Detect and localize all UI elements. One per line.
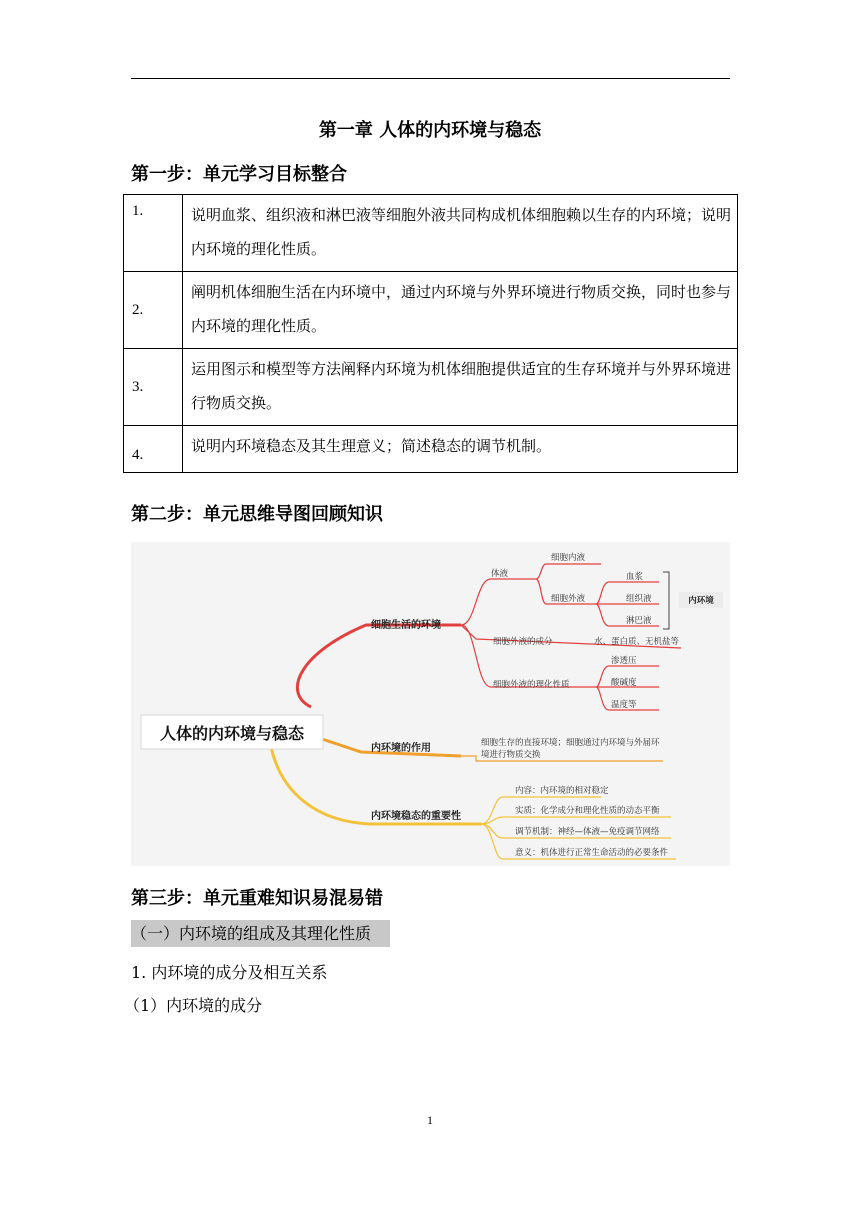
step1-heading: 第一步：单元学习目标整合 <box>131 164 347 185</box>
xibaowaiye-label: 细胞外液 <box>551 594 586 604</box>
xuejiang-label: 血浆 <box>626 572 644 582</box>
xibaoneiye-label: 细胞内液 <box>551 553 586 563</box>
importance-item: 意义：机体进行正常生命活动的必要条件 <box>515 848 669 858</box>
branch-line-environment <box>297 625 461 707</box>
neihuanjing-label: 内环境 <box>688 596 714 606</box>
function-desc-line2: 境进行物质交换 <box>481 750 541 760</box>
importance-item: 内容：内环境的相对稳定 <box>515 786 609 796</box>
branch-importance-label: 内环境稳态的重要性 <box>371 811 461 822</box>
wendu-label: 温度等 <box>611 700 637 710</box>
goals-table <box>123 194 738 473</box>
importance-item: 调节机制：神经—体液—免疫调节网络 <box>515 827 660 837</box>
zuzhiye-label: 组织液 <box>626 594 652 604</box>
suanjiandu-label: 酸碱度 <box>611 678 637 688</box>
branch-function-label: 内环境的作用 <box>371 743 431 754</box>
section-heading: （一）内环境的组成及其理化性质 <box>131 920 390 947</box>
mind-map-root: 人体的内环境与稳态 <box>159 724 305 743</box>
goal-text: 说明内环境稳态及其生理意义；简述稳态的调节机制。 <box>183 426 738 473</box>
chengfen-label: 细胞外液的成分 <box>493 637 553 647</box>
table-row <box>124 195 738 272</box>
importance-item: 实质：化学成分和理化性质的动态平衡 <box>515 806 660 816</box>
goal-number: 4. <box>124 426 183 473</box>
subitem-heading: （1）内环境的成分 <box>124 996 263 1015</box>
function-desc-line1: 细胞生存的直接环境；细胞通过内环境与外届环 <box>481 738 660 748</box>
mind-map <box>131 542 730 866</box>
step2-heading: 第二步：单元思维导图回顾知识 <box>131 504 383 525</box>
lihua-label: 细胞外液的理化性质 <box>493 680 570 690</box>
linbaye-label: 淋巴液 <box>626 616 652 626</box>
table-row <box>124 349 738 426</box>
item-heading: 1. 内环境的成分及相互关系 <box>131 963 328 982</box>
mind-map-diagram <box>131 542 730 866</box>
goal-number: 1. <box>124 195 183 272</box>
chengfen-value: 水、蛋白质、无机盐等 <box>594 637 680 647</box>
chapter-title: 第一章 人体的内环境与稳态 <box>318 120 542 141</box>
goal-number: 2. <box>124 272 183 349</box>
goal-number: 3. <box>124 349 183 426</box>
page-number: 1 <box>427 1113 433 1127</box>
shentouya-label: 渗透压 <box>611 656 637 666</box>
table-row <box>124 272 738 349</box>
goal-text: 运用图示和模型等方法阐释内环境为机体细胞提供适宜的生存环境并与外界环境进行物质交换。 <box>183 349 738 426</box>
table-row <box>124 426 738 473</box>
step3-heading: 第三步：单元重难知识易混易错 <box>131 888 383 909</box>
goal-text: 说明血浆、组织液和淋巴液等细胞外液共同构成机体细胞赖以生存的内环境；说明内环境的理化性质。 <box>183 195 738 272</box>
branch-environment-label: 细胞生活的环境 <box>371 620 441 631</box>
tiye-label: 体液 <box>491 569 509 579</box>
goal-text: 阐明机体细胞生活在内环境中，通过内环境与外界环境进行物质交换，同时也参与内环境的理化性质。 <box>183 272 738 349</box>
header-rule <box>131 78 730 79</box>
